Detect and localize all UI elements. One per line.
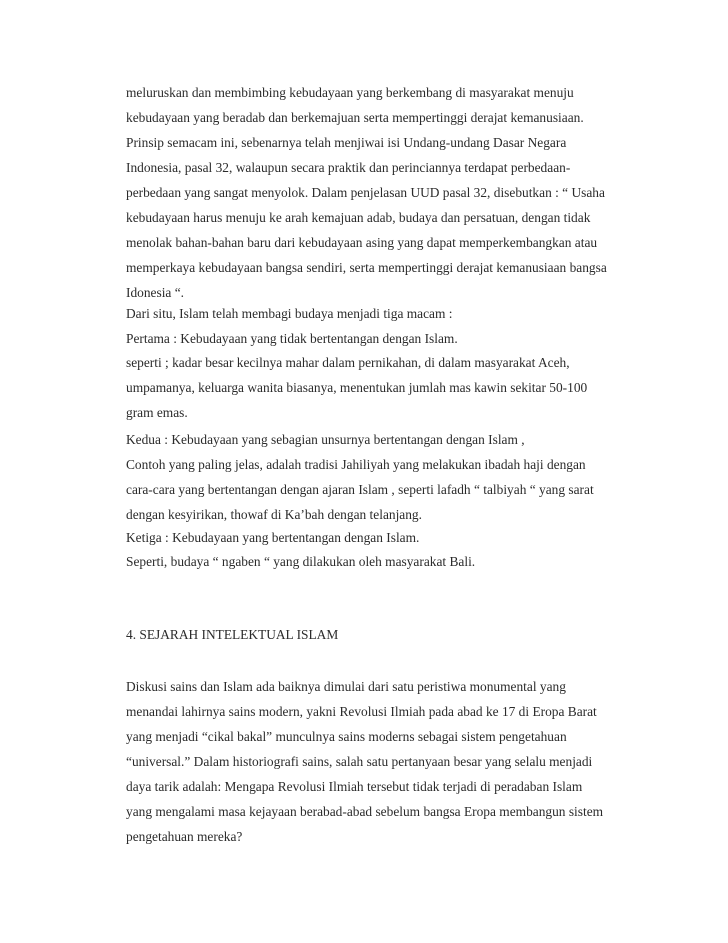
text-line: menandai lahirnya sains modern, yakni Revolusi Ilmiah pada abad ke 17 di Eropa Barat	[126, 704, 597, 719]
text-line: Dari situ, Islam telah membagi budaya menjadi tiga macam :	[126, 306, 453, 321]
text-line: Diskusi sains dan Islam ada baiknya dimulai dari satu peristiwa monumental yang	[126, 679, 566, 694]
text-line: Contoh yang paling jelas, adalah tradisi Jahiliyah yang melakukan ibadah haji dengan	[126, 457, 586, 472]
text-line: menolak bahan-bahan baru dari kebudayaan asing yang dapat memperkembangkan atau	[126, 235, 598, 250]
text-line: gram emas.	[126, 405, 188, 420]
text-line: memperkaya kebudayaan bangsa sendiri, serta mempertinggi derajat kemanusiaan bangsa	[126, 260, 607, 275]
text-line: yang menjadi “cikal bakal” munculnya sains moderns sebagai sistem pengetahuan	[126, 729, 567, 744]
text-line: kebudayaan yang beradab dan berkemajuan serta mempertinggi derajat kemanusiaan.	[126, 110, 584, 125]
text-line: Ketiga : Kebudayaan yang bertentangan dengan Islam.	[126, 530, 420, 545]
text-line: umpamanya, keluarga wanita biasanya, menentukan jumlah mas kawin sekitar 50-100	[126, 380, 588, 395]
text-line: Prinsip semacam ini, sebenarnya telah menjiwai isi Undang-undang Dasar Negara	[126, 135, 567, 150]
text-line: meluruskan dan membimbing kebudayaan yang berkembang di masyarakat menuju	[126, 85, 574, 100]
text-line: dengan kesyirikan, thowaf di Ka’bah dengan telanjang.	[126, 507, 422, 522]
text-line: Indonesia, pasal 32, walaupun secara praktik dan perinciannya terdapat perbedaan-	[126, 160, 571, 175]
text-line: Kedua : Kebudayaan yang sebagian unsurnya bertentangan dengan Islam ,	[126, 432, 525, 447]
text-line: Seperti, budaya “ ngaben “ yang dilakukan oleh masyarakat Bali.	[126, 554, 476, 569]
text-line: Idonesia “.	[126, 285, 185, 300]
section-heading: 4. SEJARAH INTELEKTUAL ISLAM	[126, 627, 339, 642]
text-line: “universal.” Dalam historiografi sains, salah satu pertanyaan besar yang selalu menjadi	[126, 754, 593, 769]
text-line: yang mengalami masa kejayaan berabad-abad sebelum bangsa Eropa membangun sistem	[126, 804, 604, 819]
text-line: daya tarik adalah: Mengapa Revolusi Ilmiah tersebut tidak terjadi di peradaban Islam	[126, 779, 583, 794]
text-line: seperti ; kadar besar kecilnya mahar dalam pernikahan, di dalam masyarakat Aceh,	[126, 355, 570, 370]
text-line: pengetahuan mereka?	[126, 829, 243, 844]
text-line: perbedaan yang sangat menyolok. Dalam penjelasan UUD pasal 32, disebutkan : “ Usaha	[126, 185, 605, 200]
text-line: kebudayaan harus menuju ke arah kemajuan adab, budaya dan persatuan, dengan tidak	[126, 210, 591, 225]
text-line: cara-cara yang bertentangan dengan ajaran Islam , seperti lafadh “ talbiyah “ yang sarat	[126, 482, 594, 497]
text-line: Pertama : Kebudayaan yang tidak bertentangan dengan Islam.	[126, 331, 458, 346]
